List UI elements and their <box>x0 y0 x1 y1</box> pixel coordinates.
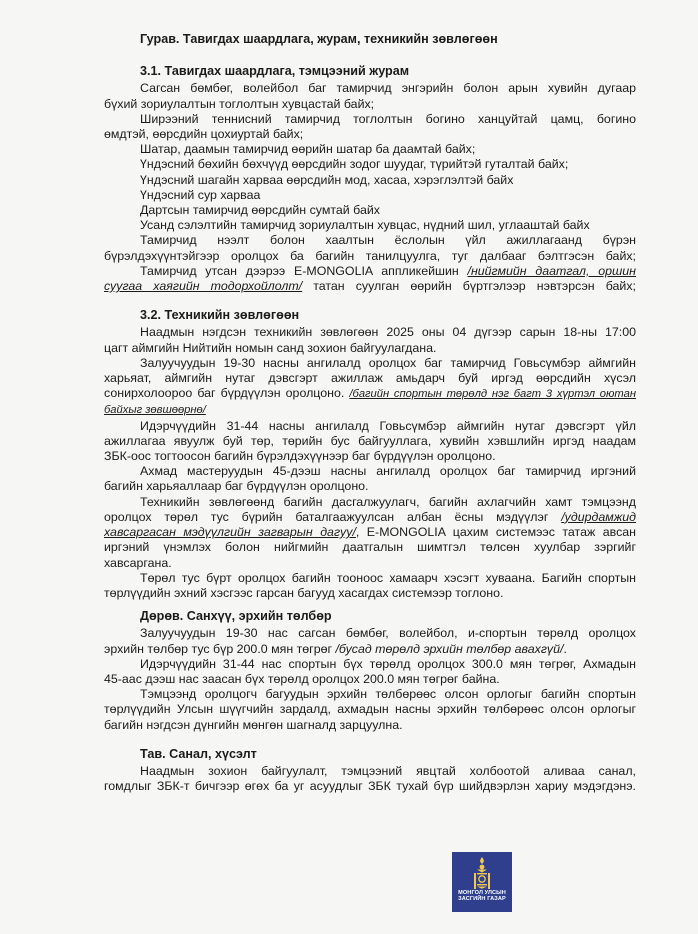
text-line: Идэрчүүдийн 31-44 нас спортын бүх төрөлд оролцох 300.0 мян төгрөг, Ахмадын <box>140 656 636 671</box>
text-line: бүрэлдэхүүнтэйгээр оролцох ба багийн танилцуулга, туг далбааг бэлтгэсэн байх; <box>104 248 636 263</box>
text-line: төрлүүдийн эхний хэсгээс гарсан багууд хасагдах системээр тоглоно. <box>104 585 504 600</box>
text-line: төрлүүдийн Улсын шүүгчийн зардалд, ахмадын насны эрхийн төлбөрөөс олсон орлогыг <box>104 702 636 717</box>
emphasis-text: хавсаргасан мэдүүлгийн загварын дагуу/ <box>104 525 356 540</box>
text-line: Шатар, даамын тамирчид өөрийн шатар ба даамтай байх; <box>140 142 476 157</box>
text-span: . <box>563 641 567 656</box>
text-span: оролцох төрөл тус бүрийн баталгаажуулсан албан ёсны мэдүүлэг <box>104 509 562 524</box>
text-line <box>104 402 636 418</box>
text-line: ажиллагаа явуулж буй төр, төрийн бус байгууллага, хувийн хэвшлийн иргэд наадам <box>104 433 636 448</box>
text-line: багийн харьяаллаар баг бүрдүүлэн оролцоно. <box>104 479 369 494</box>
technical-meeting-paragraph <box>104 325 636 601</box>
text-line: өмдтэй, өөрсдийн цохиуртай байх; <box>104 127 304 142</box>
text-span: , E-MONGOLIA цахим системээс татаж авсан <box>355 525 636 540</box>
government-logo <box>452 852 512 912</box>
text-line: Сагсан бөмбөг, волейбол баг тамирчид энгэрийн болон арын хувийн дугаар <box>140 81 636 96</box>
text-line: цагт аймгийн Нийтийн номын санд зохион байгуулагдана. <box>104 340 437 355</box>
text-line: хавсаргана. <box>104 555 172 570</box>
emphasis-text: /удирдамжид <box>561 509 636 524</box>
text-line <box>104 386 636 402</box>
text-span: сонирхолоороо баг бүрдүүлэн оролцоно. <box>104 386 350 401</box>
section-5-title: Тав. Санал, хүсэлт <box>140 746 257 761</box>
subsection-3-2-title: 3.2. Техникийн зөвлөгөөн <box>140 308 300 323</box>
text-span: Тамирчид утсан дээрээ E-MONGOLIA аппликейшин <box>140 263 468 278</box>
feedback-paragraph <box>104 764 636 794</box>
finance-paragraph <box>104 626 636 732</box>
text-line: Залуучуудын 19-30 насны ангилалд оролцох баг тамирчид Говьсүмбэр аймгийн <box>140 355 636 370</box>
requirements-paragraph <box>104 81 636 294</box>
text-line: Наадмын нэгдсэн техникийн зөвлөгөөн 2025 оны 04 дүгээр сарын 18-ны 17:00 <box>140 325 636 340</box>
section-4-title: Дөрөв. Санхүү, эрхийн төлбөр <box>140 609 332 624</box>
text-line: багийн нэгдсэн дүнгийн мөнгөн шагналд зарцуулна. <box>104 717 403 732</box>
text-line <box>104 525 636 540</box>
text-line: 45-аас дээш нас заасан бүх төрөлд оролцох 200.0 мян төгрөг байна. <box>104 671 500 686</box>
text-line: Үндэсний шагайн харваа өөрсдийн мод, хасаа, хэрэглэлтэй байх <box>140 172 514 187</box>
text-line: Үндэсний сур харваа <box>140 187 261 202</box>
section-3-title: Гурав. Тавигдах шаардлага, журам, техникийн зөвлөгөөн <box>140 32 498 46</box>
soyombo-icon <box>471 856 493 890</box>
text-span: эрхийн төлбөр тус бүр 200.0 мян төгрөг <box>104 641 336 656</box>
text-line: Идэрчүүдийн 31-44 насны ангилалд Говьсүмбэр аймгийн нутаг дэвсгэрт үйл <box>140 418 636 433</box>
text-line: Техникийн зөвлөгөөнд багийн дасгалжуулагч, багийн ахлагчийн хамт тэмцээнд <box>140 494 636 509</box>
text-span: татан суулган өөрийн бүртгэлээр нэвтэрсэн байх; <box>302 279 636 294</box>
text-line: гомдлыг ЗБК-т бичгээр өгөх ба уг асуудлыг ЗБК тухай бүр шийдвэрлэн хариу мэдэгдэнэ. <box>104 779 636 794</box>
emphasis-text: суугаа хаягийн тодорхойлолт/ <box>104 279 303 294</box>
text-line <box>104 510 636 525</box>
text-line: Наадмын зохион байгуулалт, тэмцээний явцтай холбоотой аливаа санал, <box>140 763 636 778</box>
subsection-3-1-title: 3.1. Тавигдах шаардлага, тэмцээний журам <box>140 64 410 79</box>
emphasis-text: /нийгмийн даатгал, оршин <box>467 263 636 278</box>
text-line <box>104 642 636 657</box>
text-line: Тэмцээнд оролцогч багуудын эрхийн төлбөрөөс олсон орлогыг багийн спортын <box>140 687 636 702</box>
emphasis-text: /бусад төрөлд эрхийн төлбөр авахгүй/ <box>335 641 564 656</box>
text-line: ЗБК-оос тогтоосон багийн бүрэлдэхүүнээр баг бүрдүүлэн оролцоно. <box>104 449 496 464</box>
text-line: Тамирчид нээлт болон хаалтын ёслолын үйл ажиллагаанд бүрэн <box>140 233 636 248</box>
document-body <box>104 32 636 794</box>
text-line: Ширээний теннисний тамирчид тоглолтын богино ханцуйтай цамц, богино <box>140 111 636 126</box>
text-line: Усанд сэлэлтийн тамирчид зориулалтын хувцас, нүдний шил, углааштай байх <box>140 218 590 233</box>
text-line: харьяат, аймгийн нутаг дэвсгэрт ажиллаж амьдарч буй иргэд өөрсдийн хүсэл <box>104 371 636 386</box>
text-line: Дартсын тамирчид өөрсдийн сумтай байх <box>140 203 380 218</box>
emphasis-text: /багийн спортын төрөлд нэг багт 3 хүртэл оютан <box>349 388 636 401</box>
text-line: Төрөл тус бүрт оролцох багийн тооноос хамаарч хэсэгт хуваана. Багийн спортын <box>140 570 636 585</box>
text-line: Үндэсний бөхийн бөхчүүд өөрсдийн зодог шуудаг, түрийтэй гуталтай байх; <box>140 157 569 172</box>
text-line: Ахмад мастеруудын 45-дээш насны ангилалд оролцох баг тамирчид иргэний <box>140 464 636 479</box>
text-line: иргэний үнэмлэх болон нийгмийн даатгалын шимтгэл төлсөн хуулбар зэргийг <box>104 540 636 555</box>
logo-text-line1: МОНГОЛ УЛСЫН <box>458 890 506 896</box>
text-line: Залуучуудын 19-30 нас сагсан бөмбөг, волейбол, и-спортын төрөлд оролцох <box>140 626 636 641</box>
logo-text-line2: ЗАСГИЙН ГАЗАР <box>458 896 506 903</box>
text-line: бүхий зориулалтын тоглолтын хувцастай байх; <box>104 96 375 111</box>
text-line <box>104 264 636 279</box>
text-line <box>104 279 636 294</box>
emphasis-text: байхыг зөвшөөрнө/ <box>104 404 206 417</box>
